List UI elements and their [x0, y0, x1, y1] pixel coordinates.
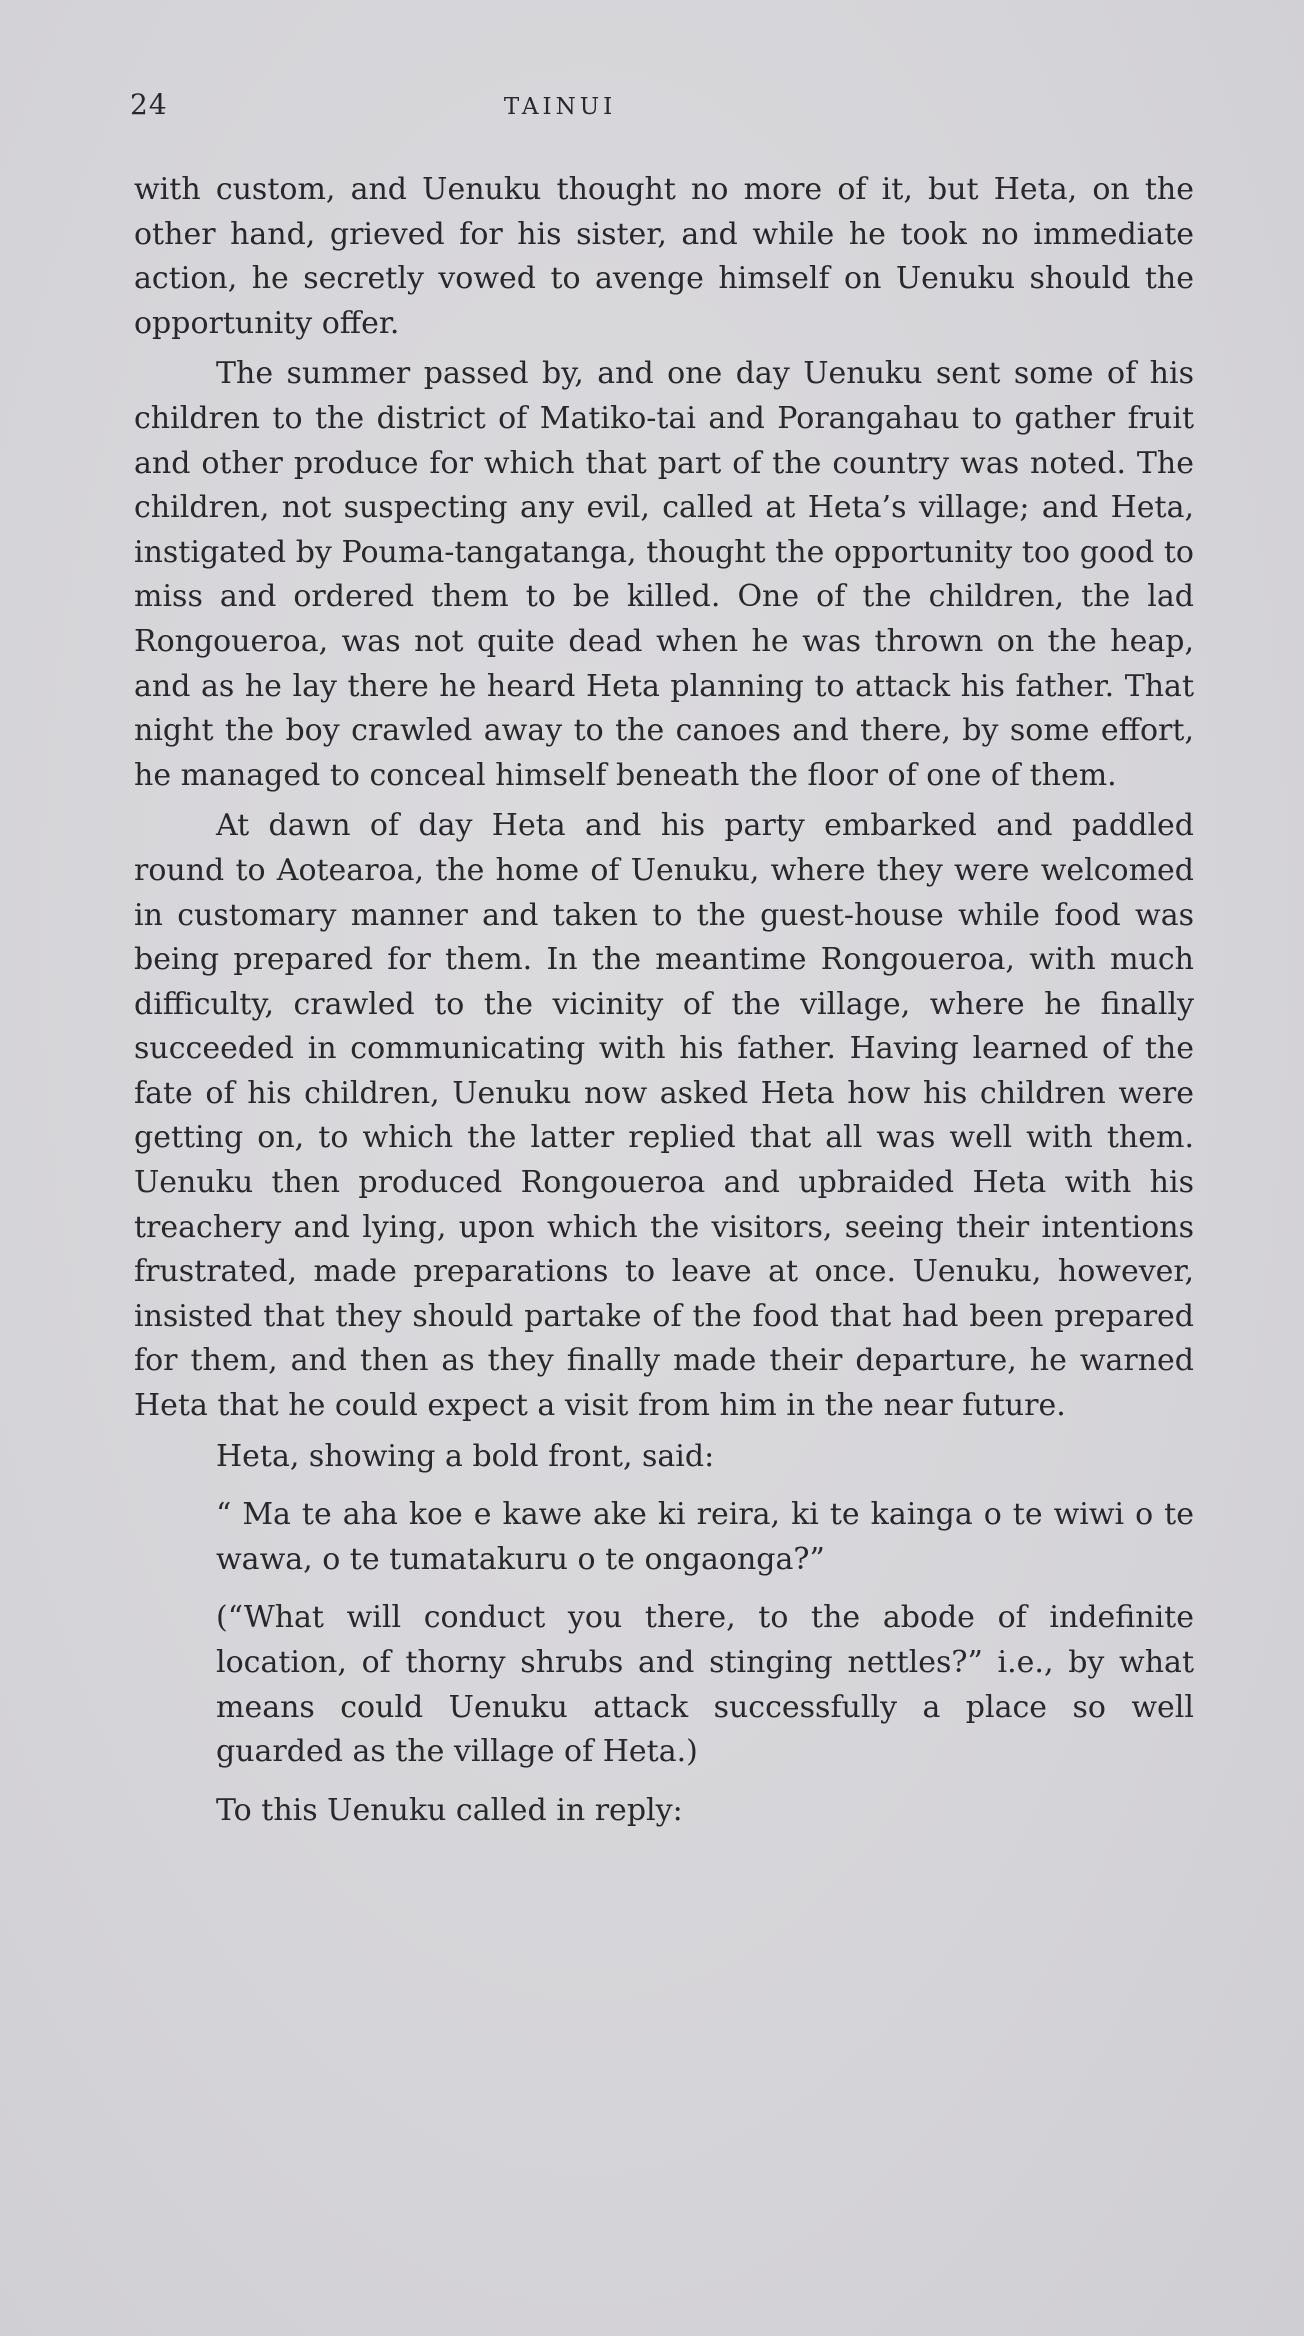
- body-text: [134, 168, 1194, 1833]
- running-title: TAINUI: [503, 94, 617, 120]
- page-number: 24: [130, 88, 168, 121]
- page-header: [130, 88, 1190, 128]
- quote-translation: (“What will conduct you there, to the abode of indefinite location, of thorny shrubs and stinging nettles?” i.e., by what means could Uenuku attack successfully a place so well guarded as the village of Heta.): [216, 1600, 1194, 1770]
- paragraph-dawn: At dawn of day Heta and his party embarked and paddled round to Aotearoa, the home of Uenuku, where they were welcomed in customary manner and taken to the guest-house while food was being prepared for them. In the meantime Rongoueroa, with much difficulty, crawled to the vicinity of the village, where he finally succeeded in communicating with his father. Having learned of the fate of his children, Uenuku now asked Heta how his children were getting on, to which the latter replied that all was well with them. Uenuku then produced Rongoueroa and upbraided Heta with his treachery and lying, upon which the visitors, seeing their intentions frustrated, made preparations to leave at once. Uenuku, however, insisted that they should partake of the food that had been prepared for them, and then as they finally made their departure, he warned Heta that he could expect a visit from him in the near future.: [134, 808, 1194, 1424]
- paragraph-heta-said: Heta, showing a bold front, said:: [216, 1438, 715, 1474]
- maori-quote: “ Ma te aha koe e kawe ake ki reira, ki te kainga o te wiwi o te wawa, o te tumatakuru o te ongaonga?”: [216, 1497, 1194, 1577]
- paragraph-continuation: with custom, and Uenuku thought no more of it, but Heta, on the other hand, grieved for his sister, and while he took no immediate action, he secretly vowed to avenge himself on Uenuku should the opportunity offer.: [134, 172, 1194, 341]
- paragraph-reply: To this Uenuku called in reply:: [216, 1792, 683, 1828]
- paragraph-summer: The summer passed by, and one day Uenuku sent some of his children to the district of Matiko-tai and Porangahau to gather fruit and other produce for which that part of the country was noted. The children, not suspecting any evil, called at Heta’s village; and Heta, instigated by Pouma-tangatanga, thought the opportunity too good to miss and ordered them to be killed. One of the children, the lad Rongoueroa, was not quite dead when he was thrown on the heap, and as he lay there he heard Heta planning to attack his father. That night the boy crawled away to the canoes and there, by some effort, he managed to conceal himself beneath the floor of one of them.: [134, 356, 1194, 793]
